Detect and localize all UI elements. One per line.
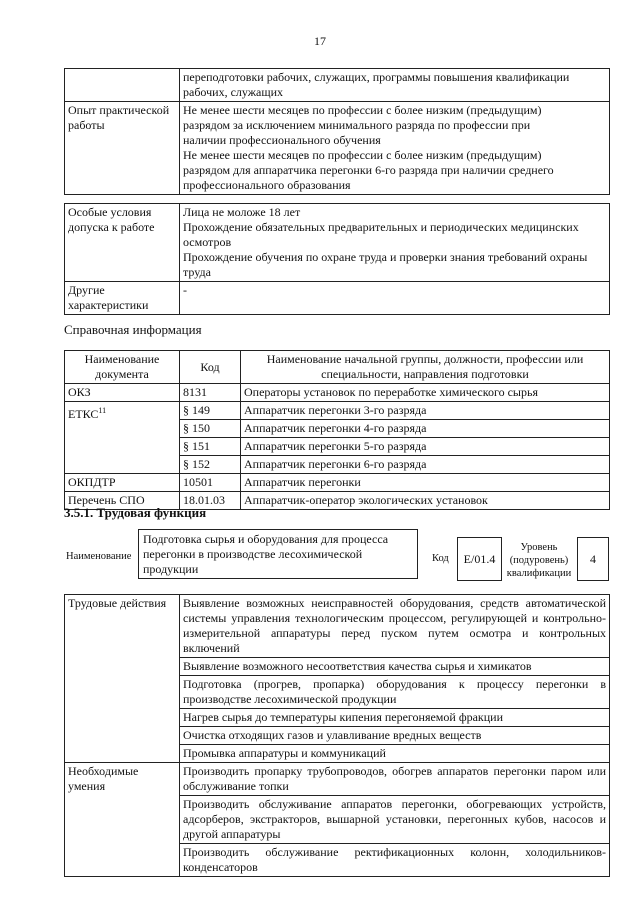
value-cell bbox=[180, 102, 610, 195]
list-item: Промывка аппаратуры и коммуникаций bbox=[180, 745, 610, 763]
text-line: рабочих, служащих bbox=[183, 85, 284, 99]
doc-cell: ОКЗ bbox=[65, 384, 180, 402]
text-line: Лица не моложе 18 лет bbox=[183, 205, 301, 219]
label-cell: Особые условия допуска к работе bbox=[65, 204, 180, 282]
name-cell: Аппаратчик перегонки 3-го разряда bbox=[241, 402, 610, 420]
code-cell: § 152 bbox=[180, 456, 241, 474]
code-cell: § 149 bbox=[180, 402, 241, 420]
doc-name: ЕТКС bbox=[68, 407, 99, 421]
table-header-row bbox=[65, 351, 610, 384]
code-box bbox=[457, 537, 502, 581]
list-item: Производить пропарку трубопроводов, обогрев аппаратов перегонки паром или обслуживание топки bbox=[180, 763, 610, 796]
name-cell: Аппаратчик перегонки 5-го разряда bbox=[241, 438, 610, 456]
label-cell: Трудовые действия bbox=[65, 595, 180, 763]
label-cell: Другие характеристики bbox=[65, 282, 180, 315]
text-line: переподготовки рабочих, служащих, программы повышения квалификации bbox=[183, 70, 570, 84]
name-cell: Операторы установок по переработке химического сырья bbox=[241, 384, 610, 402]
function-name-box bbox=[138, 529, 418, 579]
section-title: 3.5.1. Трудовая функция bbox=[64, 505, 207, 520]
table-row bbox=[65, 384, 610, 402]
table-row bbox=[65, 102, 610, 195]
list-item: Производить обслуживание аппаратов перегонки, обогревающих устройств, адсорберов, экстракторов, вышарной установки, перегонных кубов, насосов и другой аппаратуры bbox=[180, 796, 610, 844]
reference-heading: Справочная информация bbox=[64, 322, 202, 337]
table-row bbox=[65, 763, 610, 796]
code-label: Код bbox=[432, 553, 449, 564]
education-table bbox=[64, 68, 610, 195]
code-cell: 10501 bbox=[180, 474, 241, 492]
value-cell: - bbox=[180, 282, 610, 315]
doc-cell: Перечень СПО bbox=[65, 492, 180, 510]
name-cell: Аппаратчик перегонки 4-го разряда bbox=[241, 420, 610, 438]
table-row bbox=[65, 595, 610, 658]
level-value: 4 bbox=[590, 551, 596, 566]
text-line: разрядом для аппаратчика перегонки 6-го разряда при наличии среднего bbox=[183, 163, 554, 177]
code-value: E/01.4 bbox=[463, 551, 496, 566]
text-line: Не менее шести месяцев по профессии с более низким (предыдущим) bbox=[183, 103, 542, 117]
table-row bbox=[65, 402, 610, 420]
list-item: Выявление возможного несоответствия качества сырья и химикатов bbox=[180, 658, 610, 676]
text-line: профессионального образования bbox=[183, 178, 351, 192]
label-cell: Опыт практической работы bbox=[65, 102, 180, 195]
doc-cell bbox=[65, 402, 180, 474]
code-cell: 18.01.03 bbox=[180, 492, 241, 510]
level-label: Уровень (подуровень) квалификации bbox=[506, 542, 572, 579]
list-item: Нагрев сырья до температуры кипения перегоняемой фракции bbox=[180, 709, 610, 727]
list-item: Подготовка (прогрев, пропарка) оборудования к процессу перегонки в производстве лесохимической продукции bbox=[180, 676, 610, 709]
table-row bbox=[65, 69, 610, 102]
text-line: Прохождение обязательных предварительных и периодических медицинских осмотров bbox=[183, 220, 579, 249]
list-item: Выявление возможных неисправностей оборудования, средств автоматической системы управления технологическим процессом, регулирующей и контрольно-измерительной аппаратуры перед пуском путем осмотра и контрольных включений bbox=[180, 595, 610, 658]
header-code: Код bbox=[180, 351, 241, 384]
header-name: Наименование начальной группы, должности, профессии или специальности, направления подготовки bbox=[241, 351, 610, 384]
page-number: 17 bbox=[314, 34, 326, 48]
list-item: Производить обслуживание ректификационных колонн, холодильников-конденсаторов bbox=[180, 844, 610, 877]
text-line: наличии профессионального обучения bbox=[183, 133, 381, 147]
name-label: Наименование bbox=[66, 551, 132, 562]
function-name: Подготовка сырья и оборудования для процесса перегонки в производстве лесохимической продукции bbox=[143, 532, 389, 576]
name-cell: Аппаратчик перегонки 6-го разряда bbox=[241, 456, 610, 474]
text-line: Прохождение обучения по охране труда и проверки знания требований охраны труда bbox=[183, 250, 588, 279]
footnote-ref: 11 bbox=[98, 406, 107, 415]
value-cell bbox=[180, 204, 610, 282]
code-cell: 8131 bbox=[180, 384, 241, 402]
label-cell bbox=[65, 69, 180, 102]
table-row bbox=[65, 282, 610, 315]
doc-cell: ОКПДТР bbox=[65, 474, 180, 492]
reference-table bbox=[64, 350, 610, 510]
level-box bbox=[577, 537, 609, 581]
name-cell: Аппаратчик-оператор экологических установок bbox=[241, 492, 610, 510]
name-cell: Аппаратчик перегонки bbox=[241, 474, 610, 492]
value-cell bbox=[180, 69, 610, 102]
text-line: разрядом за исключением минимального разряда по профессии при bbox=[183, 118, 531, 132]
table-row bbox=[65, 204, 610, 282]
label-cell: Необходимые умения bbox=[65, 763, 180, 877]
text-line: Не менее шести месяцев по профессии с более низким (предыдущим) bbox=[183, 148, 542, 162]
labor-actions-table bbox=[64, 594, 610, 877]
code-cell: § 150 bbox=[180, 420, 241, 438]
table-row bbox=[65, 474, 610, 492]
code-cell: § 151 bbox=[180, 438, 241, 456]
admission-table bbox=[64, 203, 610, 315]
header-doc: Наименование документа bbox=[65, 351, 180, 384]
list-item: Очистка отходящих газов и улавливание вредных веществ bbox=[180, 727, 610, 745]
